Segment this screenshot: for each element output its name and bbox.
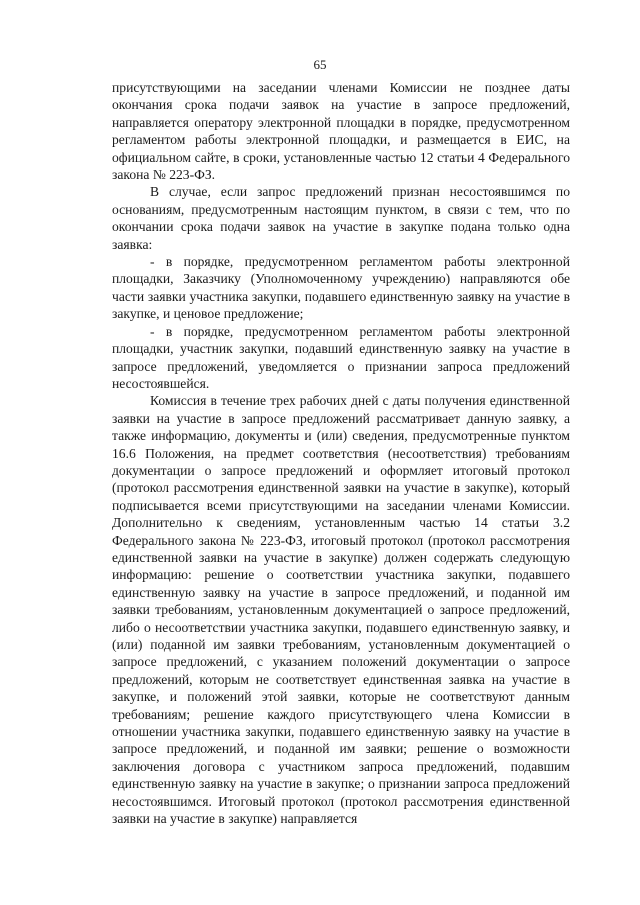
paragraph-continuation: присутствующими на заседании членами Комиссии не позднее даты окончания срока подачи заявок на участие в запросе предложений, направляется оператору электронной площадки в порядке, предусмотренном регламентом работы электронной площадки, и размещается в ЕИС, на официальном сайте, в сроки, установленные частью 12 статьи 4 Федерального закона № 223-ФЗ. [112, 80, 570, 183]
paragraph-single-bid-case: В случае, если запрос предложений признан несостоявшимся по основаниям, предусмотренным настоящим пунктом, в связи с тем, что по окончании срока подачи заявок на участие в закупке подана только одна заявка: [112, 184, 570, 252]
paragraph-bullet-customer-receives-parts: - в порядке, предусмотренном регламентом работы электронной площадки, Заказчику (Уполномоченному учреждению) направляются обе части заявки участника закупки, подавшего единственную заявку на участие в закупке, и ценовое предложение; [112, 254, 570, 322]
paragraph-commission-review: Комиссия в течение трех рабочих дней с даты получения единственной заявки на участие в запросе предложений рассматривает данную заявку, а также информацию, документы и (или) сведения, предусмотренные пунктом 16.6 Положения, на предмет соответствия (несоответствия) требованиям документации о запросе предложений и оформляет итоговый протокол (протокол рассмотрения единственной заявки на участие в закупке), который подписывается всеми присутствующими на заседании членами Комиссии. Дополнительно к сведениям, установленным частью 14 статьи 3.2 Федерального закона № 223-ФЗ, итоговый протокол (протокол рассмотрения единственной заявки на участие в закупке) должен содержать следующую информацию: решение о соответствии участника закупки, подавшего единственную заявку на участие в запросе предложений, и поданной им заявки требованиям, установленным документацией о запросе предложений, либо о несоответствии участника закупки, подавшего единственную заявку, и (или) поданной им заявки требованиям, установленным документацией о запросе предложений, с указанием положений документации о запросе предложений, которым не соответствует единственная заявка на участие в закупке, и положений этой заявки, которые не соответствуют данным требованиям; решение каждого присутствующего члена Комиссии в отношении участника закупки, подавшего единственную заявку на участие в запросе предложений, и поданной им заявки; решение о возможности заключения договора с участником запроса предложений, подавшим единственную заявку на участие в закупке; о признании запроса предложений несостоявшимся. Итоговый протокол (протокол рассмотрения единственной заявки на участие в закупке) направляется [112, 393, 570, 827]
paragraph-bullet-participant-notified: - в порядке, предусмотренном регламентом работы электронной площадки, участник закупки, подавший единственную заявку на участие в запросе предложений, уведомляется о признании запроса предложений несостоявшейся. [112, 323, 570, 391]
document-body [112, 79, 570, 827]
page-number: 65 [313, 57, 327, 72]
